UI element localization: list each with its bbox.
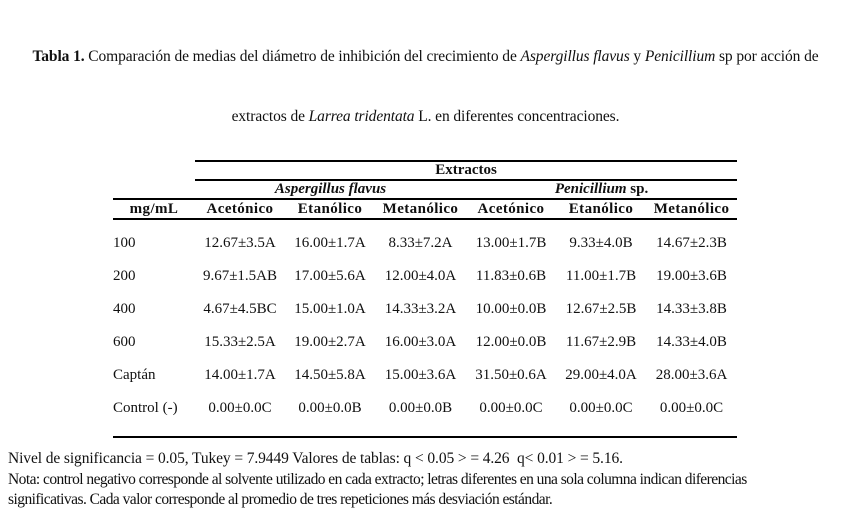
spacer-row bbox=[113, 425, 737, 437]
value-cell: 14.50±5.8A bbox=[294, 367, 366, 383]
caption-label: Tabla 1. bbox=[32, 48, 85, 65]
value-cell: 4.67±4.5BC bbox=[203, 301, 277, 317]
empty-corner-cell bbox=[113, 161, 195, 180]
row-label: 100 bbox=[113, 235, 136, 251]
species-name-penicillium: Penicillium bbox=[644, 48, 716, 65]
caption-line-1: Tabla 1. Comparación de medias del diámetro de inhibición del crecimiento de Aspergillus flavus y Penicillium sp por acción de bbox=[32, 48, 819, 65]
value-cell: 14.33±4.0B bbox=[656, 334, 727, 350]
value-cell: 9.33±4.0B bbox=[569, 235, 633, 251]
caption-line-2: extractos de Larrea tridentata L. en diferentes concentraciones. bbox=[231, 108, 620, 125]
table-row bbox=[113, 359, 737, 392]
table-row bbox=[113, 227, 737, 260]
value-cell: 0.00±0.0C bbox=[479, 400, 543, 416]
value-cell: 11.00±1.7B bbox=[565, 268, 637, 284]
value-cell: 14.00±1.7A bbox=[204, 367, 276, 383]
row-label: 200 bbox=[113, 268, 136, 284]
row-label: 600 bbox=[113, 334, 136, 350]
row-label: Captán bbox=[113, 367, 156, 383]
inhibition-results-table bbox=[113, 160, 737, 438]
value-cell: 0.00±0.0C bbox=[569, 400, 633, 416]
value-cell: 13.00±1.7B bbox=[475, 235, 547, 251]
column-header-metanolico-2: Metanólico bbox=[646, 199, 737, 219]
value-cell: 19.00±2.7A bbox=[294, 334, 366, 350]
table-caption bbox=[0, 0, 851, 147]
value-cell: 8.33±7.2A bbox=[388, 235, 453, 251]
value-cell: 0.00±0.0B bbox=[388, 400, 453, 416]
value-cell: 19.00±3.6B bbox=[656, 268, 727, 284]
aspergillus-group-header: Aspergillus flavus bbox=[195, 180, 466, 199]
table-row bbox=[113, 260, 737, 293]
table-row bbox=[113, 326, 737, 359]
value-cell: 12.00±4.0A bbox=[384, 268, 457, 284]
spacer-row bbox=[113, 219, 737, 227]
footnote-line-1: Nota: control negativo corresponde al solvente utilizado en cada extracto; letras diferentes en una sola columna indican diferencias bbox=[8, 470, 747, 488]
penicillium-group-header: Penicillium sp. bbox=[466, 180, 737, 199]
value-cell: 31.50±0.6A bbox=[475, 367, 547, 383]
column-header-acetonico-1: Acetónico bbox=[195, 199, 285, 219]
table-row bbox=[113, 293, 737, 326]
extractos-spanner-row bbox=[113, 161, 737, 180]
row-label: 400 bbox=[113, 301, 136, 317]
value-cell: 15.33±2.5A bbox=[204, 334, 276, 350]
column-header-mgml: mg/mL bbox=[113, 199, 195, 219]
value-cell: 12.67±3.5A bbox=[204, 235, 276, 251]
value-cell: 0.00±0.0C bbox=[659, 400, 724, 416]
value-cell: 16.00±3.0A bbox=[384, 334, 457, 350]
species-name-aspergillus: Aspergillus flavus bbox=[520, 48, 630, 65]
value-cell: 12.00±0.0B bbox=[475, 334, 547, 350]
value-cell: 12.67±2.5B bbox=[565, 301, 637, 317]
value-cell: 15.00±3.6A bbox=[384, 367, 457, 383]
value-cell: 29.00±4.0A bbox=[565, 367, 637, 383]
footnote-line-2: significativas. Cada valor corresponde al promedio de tres repeticiones más desviación estándar. bbox=[8, 491, 553, 508]
extractos-header: Extractos bbox=[195, 161, 737, 180]
value-cell: 16.00±1.7A bbox=[294, 235, 366, 251]
column-header-etanolico-1: Etanólico bbox=[285, 199, 375, 219]
table-row bbox=[113, 392, 737, 425]
row-label: Control (-) bbox=[113, 400, 178, 416]
column-header-row bbox=[113, 199, 737, 219]
column-header-etanolico-2: Etanólico bbox=[556, 199, 646, 219]
value-cell: 11.83±0.6B bbox=[475, 268, 547, 284]
value-cell: 9.67±1.5AB bbox=[202, 268, 278, 284]
empty-corner-cell bbox=[113, 180, 195, 199]
value-cell: 10.00±0.0B bbox=[475, 301, 547, 317]
value-cell: 15.00±1.0A bbox=[294, 301, 366, 317]
value-cell: 0.00±0.0B bbox=[298, 400, 362, 416]
value-cell: 14.67±2.3B bbox=[656, 235, 727, 251]
value-cell: 0.00±0.0C bbox=[208, 400, 272, 416]
significance-note: Nivel de significancia = 0.05, Tukey = 7.9449 Valores de tablas: q < 0.05 > = 4.26 q< 0.01 > = 5.16. bbox=[8, 450, 623, 467]
value-cell: 11.67±2.9B bbox=[565, 334, 637, 350]
value-cell: 28.00±3.6A bbox=[655, 367, 728, 383]
value-cell: 14.33±3.8B bbox=[656, 301, 727, 317]
column-header-metanolico-1: Metanólico bbox=[375, 199, 466, 219]
species-spanner-row bbox=[113, 180, 737, 199]
value-cell: 14.33±3.2A bbox=[384, 301, 457, 317]
value-cell: 17.00±5.6A bbox=[294, 268, 366, 284]
species-name-larrea: Larrea tridentata bbox=[308, 108, 415, 125]
column-header-acetonico-2: Acetónico bbox=[466, 199, 556, 219]
table-footnotes bbox=[8, 449, 851, 511]
